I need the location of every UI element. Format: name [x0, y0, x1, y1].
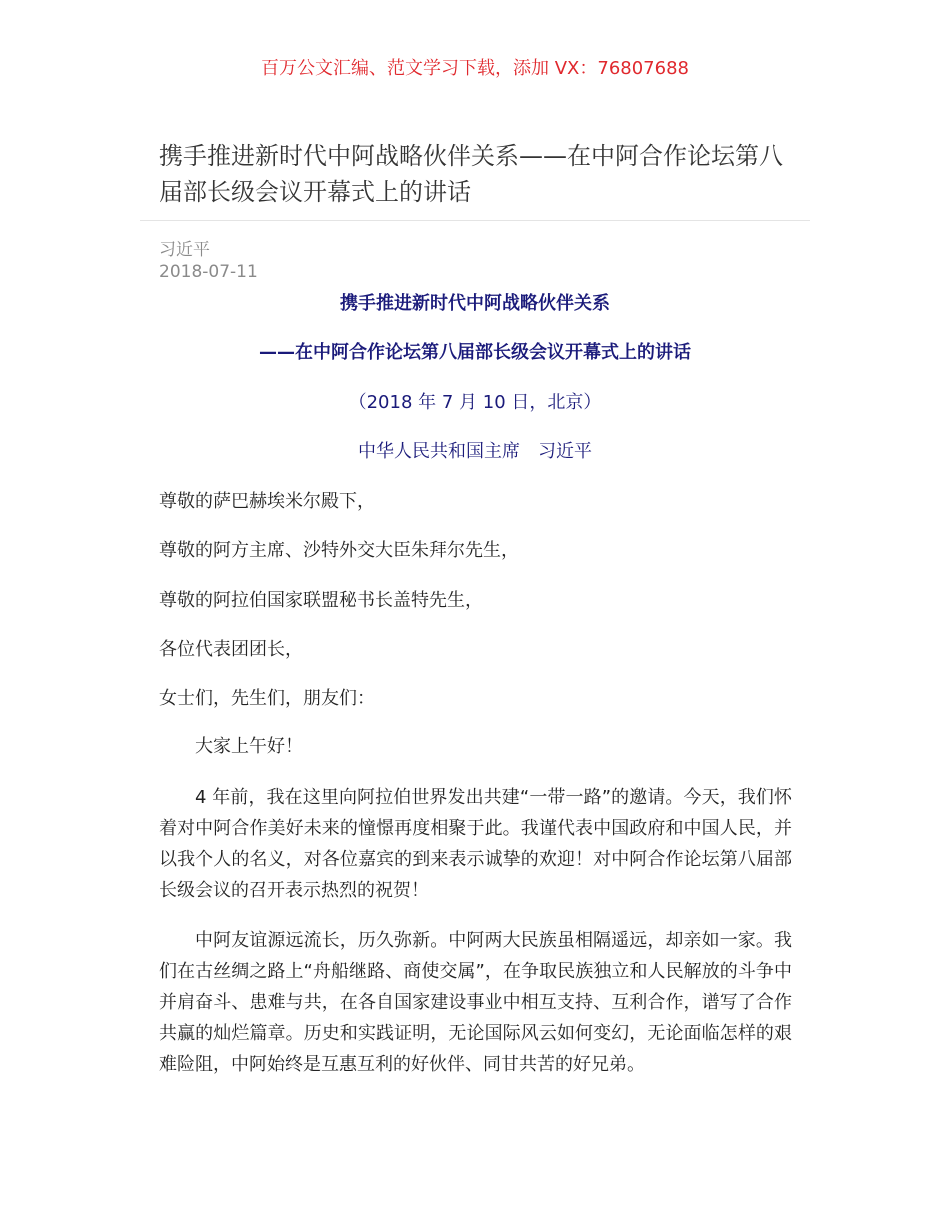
- speech-date-place: （2018 年 7 月 10 日，北京）: [348, 392, 602, 413]
- paragraph: 4 年前，我在这里向阿拉伯世界发出共建“一带一路”的邀请。今天，我们怀着对中阿合作美好未来的憧憬再度相聚于此。我谨代表中国政府和中国人民，并以我个人的名义，对各位嘉宾的到来表示诚挚的欢迎！对中阿合作论坛第八届部长级会议的召开表示热烈的祝贺！: [159, 787, 792, 901]
- article-title: 携手推进新时代中阿战略伙伴关系——在中阿合作论坛第八届部长级会议开幕式上的讲话: [159, 142, 783, 206]
- greeting-line: 女士们，先生们，朋友们：: [159, 688, 375, 709]
- speech-speaker: 中华人民共和国主席 习近平: [358, 441, 592, 462]
- paragraph: 中阿友谊源远流长，历久弥新。中阿两大民族虽相隔遥远，却亲如一家。我们在古丝绸之路上“舟船继路、商使交属”，在争取民族独立和人民解放的斗争中并肩奋斗、患难与共，在各自国家建设事业中相互支持、互利合作，谱写了合作共赢的灿烂篇章。历史和实践证明，无论国际风云如何变幻，无论面临怎样的艰难险阻，中阿始终是互惠互利的好伙伴、同甘共苦的好兄弟。: [159, 930, 792, 1075]
- speech-subtitle: ——在中阿合作论坛第八届部长级会议开幕式上的讲话: [259, 342, 691, 363]
- greeting-line: 尊敬的萨巴赫埃米尔殿下，: [159, 491, 375, 512]
- title-divider: [140, 220, 810, 221]
- greeting-line: 各位代表团团长，: [159, 639, 303, 660]
- greeting-line: 尊敬的阿拉伯国家联盟秘书长盖特先生，: [159, 590, 483, 611]
- article-author: 习近平: [159, 240, 210, 260]
- article-date: 2018-07-11: [159, 262, 258, 282]
- greeting-line: 尊敬的阿方主席、沙特外交大臣朱拜尔先生，: [159, 540, 519, 561]
- promo-banner: 百万公文汇编、范文学习下载，添加 VX：76807688: [261, 58, 689, 79]
- speech-title: 携手推进新时代中阿战略伙伴关系: [340, 293, 610, 314]
- paragraph: 大家上午好！: [195, 736, 303, 757]
